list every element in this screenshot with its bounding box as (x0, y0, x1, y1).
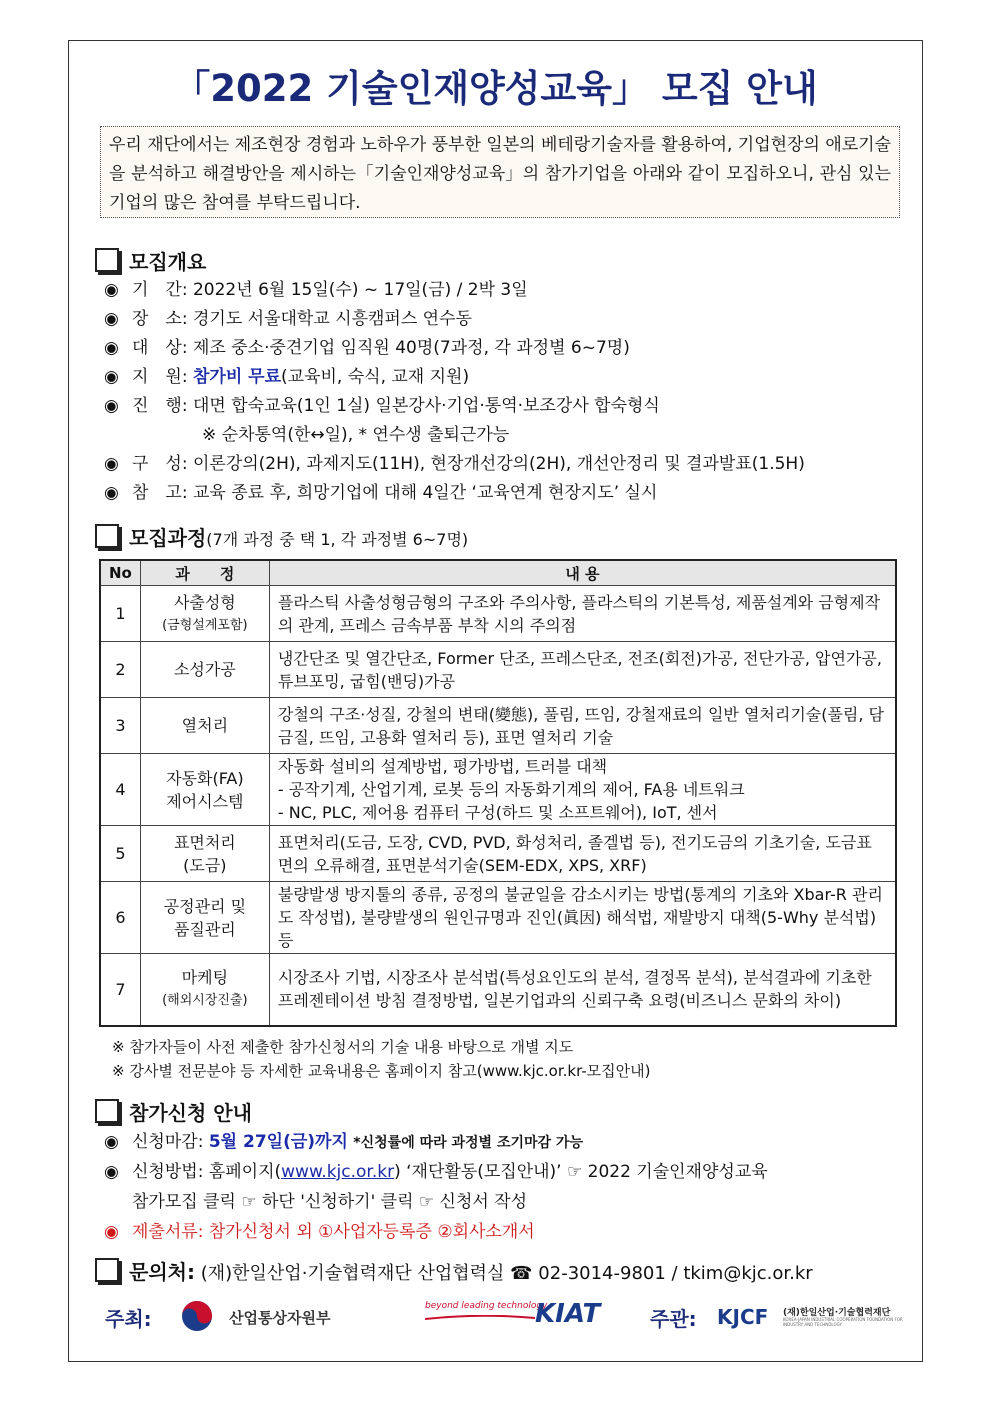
row-name (140, 642, 269, 698)
overview-list (104, 276, 805, 508)
col-no: No (100, 560, 140, 586)
list-item (104, 479, 805, 508)
course-desc: 불량발생 방지툴의 종류, 공정의 불균일을 감소시키는 방법(통계의 기초와 Xbar-R 관리도 작성법), 불량발생의 원인규명과 진인(眞因) 해석법, 재발방지 대책(5-Why 분석법) 등 (269, 882, 896, 954)
course-name-sub: (도금) (183, 855, 227, 875)
contact (95, 1256, 813, 1285)
course-name: 마케팅 (181, 968, 229, 988)
row-no: 6 (100, 882, 140, 954)
period-label: 기 간: (132, 280, 188, 300)
row-name (140, 754, 269, 826)
list-item (104, 1127, 768, 1157)
course-notes (112, 1035, 651, 1083)
bullet-icon: ◉ (104, 367, 119, 387)
progress-value: 대면 합숙교육(1인 1실) 일본강사·기업·통역·보조강사 합숙형식 (192, 396, 660, 416)
intro-box: 우리 재단에서는 제조현장 경험과 노하우가 풍부한 일본의 베테랑기술자를 활용하여, 기업현장의 애로기술을 분석하고 해결방안을 제시하는「기술인재양성교육」의 참가기업을 아래와 같이 모집하오니, 관심 있는 기업의 많은 참여를 부탁드립니다. (100, 126, 900, 218)
composition-value: 이론강의(2H), 과제지도(11H), 현장개선강의(2H), 개선안정리 및 결과발표(1.5H) (192, 454, 805, 474)
course-desc-line: 자동화 설비의 설계방법, 평가방법, 트러블 대책 (277, 757, 608, 776)
deadline-note: *신청률에 따라 과정별 조기마감 가능 (353, 1135, 583, 1151)
taegeuk-logo-icon (175, 1299, 219, 1333)
host-label: 주최: (105, 1307, 152, 1331)
course-desc-line: - 공작기계, 산업기계, 로봇 등의 자동화기계의 제어, FA용 네트워크 (277, 780, 745, 799)
row-no: 5 (100, 826, 140, 882)
note-line: ※ 강사별 전문분야 등 자세한 교육내용은 홈페이지 참고(www.kjc.or.kr-모집안내) (112, 1062, 651, 1080)
list-item (104, 1157, 768, 1187)
overview-heading (95, 246, 206, 275)
row-name (140, 586, 269, 642)
bullet-icon: ◉ (104, 1132, 119, 1152)
row-name (140, 954, 269, 1026)
deadline-value: 5월 27일(금)까지 (208, 1132, 348, 1152)
course-desc: 표면처리(도금, 도장, CVD, PVD, 화성처리, 졸겔법 등), 전기도금의 기초기술, 도금표면의 오류해결, 표면분석기술(SEM-EDX, XPS, XRF) (269, 826, 896, 882)
note-line: ※ 참가자들이 사전 제출한 참가신청서의 기술 내용 바탕으로 개별 지도 (112, 1038, 574, 1056)
course-name: 자동화(FA) (166, 768, 244, 788)
list-item (104, 334, 805, 363)
kiat-tagline: beyond leading technology (425, 1301, 548, 1311)
method-line2: 참가모집 클릭 ☞ 하단 '신청하기' 클릭 ☞ 신청서 작성 (132, 1192, 528, 1212)
row-name (140, 882, 269, 954)
course-name-sub: (금형설계포함) (162, 617, 248, 633)
course-name-sub: 품질관리 (173, 919, 236, 939)
table-row (100, 698, 896, 754)
apply-heading (95, 1097, 252, 1126)
course-name: 공정관리 및 (163, 896, 247, 916)
bullet-icon: ◉ (104, 280, 119, 300)
col-name: 과 정 (140, 560, 269, 586)
list-item (104, 1217, 768, 1247)
course-desc: 냉간단조 및 열간단조, Former 단조, 프레스단조, 전조(회전)가공, 전단가공, 압연가공, 튜브포밍, 굽힘(밴딩)가공 (269, 642, 896, 698)
bullet-icon: ◉ (104, 396, 119, 416)
deadline-label: 신청마감: (132, 1132, 204, 1152)
course-name: 열처리 (181, 716, 229, 735)
host1-name: 산업통상자원부 (229, 1309, 331, 1327)
method-rest: ) ‘재단활동(모집안내)’ ☞ 2022 기술인재양성교육 (394, 1162, 768, 1182)
table-row (100, 826, 896, 882)
row-no: 3 (100, 698, 140, 754)
phone-icon: ☎ (510, 1263, 533, 1284)
course-desc: 플라스틱 사출성형금형의 구조와 주의사항, 플라스틱의 기본특성, 제품설계와 금형제작의 관계, 프레스 금속부품 부착 시의 주의점 (269, 586, 896, 642)
course-desc: 시장조사 기법, 시장조사 분석법(특성요인도의 분석, 결정목 분석), 분석결과에 기초한 프레젠테이션 방침 결정방법, 일본기업과의 신뢰구축 요령(비즈니스 문화의 차이) (269, 954, 896, 1026)
list-item (104, 392, 805, 421)
courses-heading-text: 모집과정 (129, 526, 207, 550)
target-value: 제조 중소·중견기업 임직원 40명(7과정, 각 과정별 6~7명) (192, 338, 630, 358)
course-name-sub: (해외시장진출) (162, 993, 248, 1009)
reference-value: 교육 종료 후, 희망기업에 대해 4일간 ‘교육연계 현장지도’ 실시 (192, 483, 658, 503)
checkbox-square-icon (95, 1258, 119, 1282)
method-label: 신청방법: 홈페이지( (132, 1162, 282, 1182)
courses-heading (95, 522, 468, 551)
organizer-name: (재)한일산업·기술협력재단 (783, 1308, 891, 1318)
course-name-sub: 제어시스템 (166, 791, 244, 811)
table-row (100, 954, 896, 1026)
checkbox-square-icon (95, 524, 119, 548)
list-item (104, 363, 805, 392)
row-name (140, 698, 269, 754)
col-desc: 내 용 (269, 560, 896, 586)
bullet-icon: ◉ (104, 1222, 119, 1242)
docs-value: 제출서류: 참가신청서 외 ①사업자등록증 ②회사소개서 (132, 1222, 535, 1242)
bullet-icon: ◉ (104, 483, 119, 503)
contact-label: 문의처: (129, 1260, 195, 1284)
course-desc (269, 754, 896, 826)
target-label: 대 상: (132, 338, 188, 358)
checkbox-square-icon (95, 248, 119, 272)
place-label: 장 소: (132, 309, 188, 329)
list-item (104, 305, 805, 334)
list-item (104, 450, 805, 479)
page-title: 「2022 기술인재양성교육」 모집 안내 (173, 67, 818, 110)
contact-phone: 02-3014-9801 / tkim@kjc.or.kr (538, 1263, 813, 1284)
support-highlight: 참가비 무료 (192, 367, 282, 387)
kiat-logo: KIAT (535, 1299, 601, 1329)
courses-heading-sub: (7개 과정 중 택 1, 각 과정별 6~7명) (206, 530, 469, 549)
reference-label: 참 고: (132, 483, 188, 503)
progress-label: 진 행: (132, 396, 188, 416)
bullet-icon: ◉ (104, 338, 119, 358)
list-item (104, 276, 805, 305)
row-name (140, 826, 269, 882)
support-value: (교육비, 숙식, 교재 지원) (281, 367, 470, 387)
kjcf-logo: KJCF (717, 1305, 769, 1329)
composition-label: 구 성: (132, 454, 188, 474)
support-label: 지 원: (132, 367, 188, 387)
organizer-name-en: KOREA-JAPAN INDUSTRIAL COOPERATION FOUNDATION FOR INDUSTRY AND TECHNOLOGY (783, 1317, 903, 1327)
apply-heading-text: 참가신청 안내 (129, 1101, 252, 1125)
checkbox-square-icon (95, 1099, 119, 1123)
course-table (99, 559, 897, 1027)
apply-list (104, 1127, 768, 1247)
course-name: 표면처리 (173, 832, 236, 852)
contact-org: (재)한일산업·기술협력재단 산업협력실 (200, 1263, 505, 1284)
course-desc-line: - NC, PLC, 제어용 컴퓨터 구성(하드 및 소프트웨어), IoT, 센서 (277, 803, 718, 822)
progress-note: ※ 순차통역(한↔일), * 연수생 출퇴근가능 (202, 425, 510, 445)
row-no: 4 (100, 754, 140, 826)
table-row (100, 586, 896, 642)
course-name: 소성가공 (173, 660, 236, 679)
bullet-icon: ◉ (104, 454, 119, 474)
bullet-icon: ◉ (104, 1162, 119, 1182)
bullet-icon: ◉ (104, 309, 119, 329)
row-no: 7 (100, 954, 140, 1026)
course-name: 사출성형 (173, 592, 236, 612)
row-no: 1 (100, 586, 140, 642)
sponsor-bar (105, 1297, 905, 1337)
table-row (100, 642, 896, 698)
row-no: 2 (100, 642, 140, 698)
course-desc: 강철의 구조·성질, 강철의 변태(變態), 풀림, 뜨임, 강철재료의 일반 열처리기술(풀림, 담금질, 뜨임, 고용화 열처리 등), 표면 열처리 기술 (269, 698, 896, 754)
table-row (100, 754, 896, 826)
overview-heading-text: 모집개요 (129, 250, 207, 274)
kiat-swoosh-icon (425, 1315, 535, 1321)
table-row (100, 882, 896, 954)
organizer-label: 주관: (650, 1307, 697, 1331)
homepage-link[interactable]: www.kjc.or.kr (281, 1162, 395, 1182)
place-value: 경기도 서울대학교 시흥캠퍼스 연수동 (192, 309, 472, 329)
table-header-row (100, 560, 896, 586)
period-value: 2022년 6월 15일(수) ~ 17일(금) / 2박 3일 (192, 280, 528, 300)
